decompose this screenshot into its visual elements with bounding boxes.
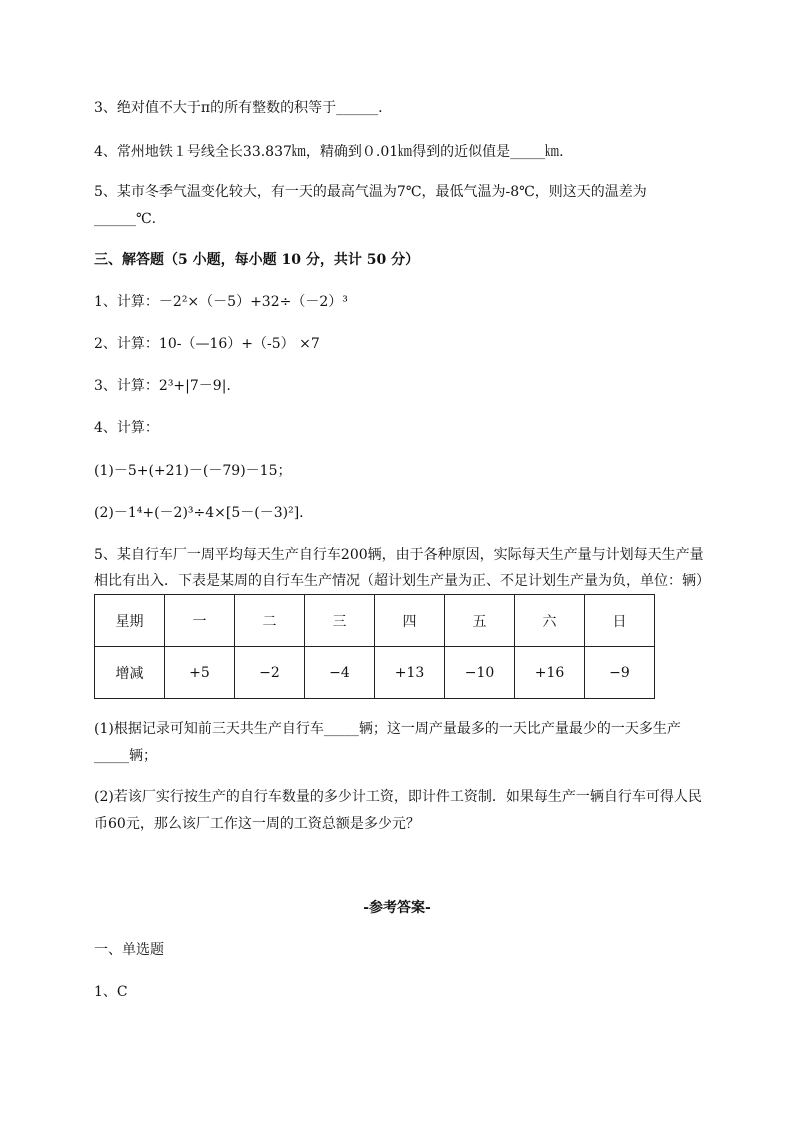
- table-cell-change: +5: [165, 647, 235, 699]
- table-row: [95, 647, 655, 699]
- table-cell-day: 一: [165, 595, 235, 647]
- solve-q5-line1: 5、某自行车厂一周平均每天生产自行车200辆，由于各种原因，实际每天生产量与计划每天生产量: [94, 547, 704, 563]
- answers-section-one: 一、单选题: [94, 942, 164, 958]
- table-row-label-weekday: 星期: [95, 595, 165, 647]
- solve-q5-sub2-line2: 币60元，那么该厂工作这一周的工资总额是多少元？: [94, 816, 420, 832]
- table-cell-change: −9: [585, 647, 655, 699]
- fill-blank-q5-line1: 5、某市冬季气温变化较大，有一天的最高气温为7℃，最低气温为-8℃，则这天的温差为: [94, 184, 647, 200]
- section-three-title: 三、解答题（5 小题，每小题 10 分，共计 50 分）: [94, 252, 420, 268]
- solve-q5-line2: 相比有出入．下表是某周的自行车生产情况（超计划生产量为正、不足计划生产量为负，单位：辆）: [94, 573, 710, 589]
- table-cell-day: 三: [305, 595, 375, 647]
- solve-q5-sub1-line2: _____辆；: [94, 748, 157, 764]
- fill-blank-q3: 3、绝对值不大于π的所有整数的积等于______.: [94, 100, 383, 116]
- table-cell-change: −4: [305, 647, 375, 699]
- table-cell-change: −2: [235, 647, 305, 699]
- solve-q5-sub2-line1: (2)若该厂实行按生产的自行车数量的多少计工资，即计件工资制．如果每生产一辆自行车可得人民: [94, 789, 702, 805]
- solve-q1: 1、计算：－2²×（－5）+32÷（－2）³: [94, 294, 348, 310]
- table-row-label-change: 增减: [95, 647, 165, 699]
- table-cell-day: 日: [585, 595, 655, 647]
- answer-1: 1、C: [94, 984, 128, 1000]
- solve-q4-part1: (1)－5+(+21)－(－79)－15；: [94, 463, 292, 479]
- table-cell-day: 五: [445, 595, 515, 647]
- table-cell-day: 四: [375, 595, 445, 647]
- fill-blank-q4: 4、常州地铁１号线全长33.837㎞，精确到０.01㎞得到的近似值是_____㎞.: [94, 144, 564, 160]
- solve-q3: 3、计算：2³+|7－9|.: [94, 378, 231, 394]
- table-row: [95, 595, 655, 647]
- production-table: [94, 594, 655, 699]
- table-cell-day: 六: [515, 595, 585, 647]
- table-cell-change: +13: [375, 647, 445, 699]
- answers-title: -参考答案-: [363, 900, 431, 916]
- fill-blank-q5-line2: ______℃.: [94, 211, 157, 227]
- solve-q4-title: 4、计算：: [94, 420, 159, 436]
- solve-q4-part2: (2)－1⁴+(－2)³÷4×[5－(－3)²].: [94, 505, 304, 521]
- solve-q2: 2、计算：10-（—16）+（-5） ×7: [94, 336, 320, 352]
- table-cell-change: +16: [515, 647, 585, 699]
- solve-q5-sub1-line1: (1)根据记录可知前三天共生产自行车_____辆；这一周产量最多的一天比产量最少的一天多生产: [94, 721, 681, 737]
- table-cell-day: 二: [235, 595, 305, 647]
- table-cell-change: −10: [445, 647, 515, 699]
